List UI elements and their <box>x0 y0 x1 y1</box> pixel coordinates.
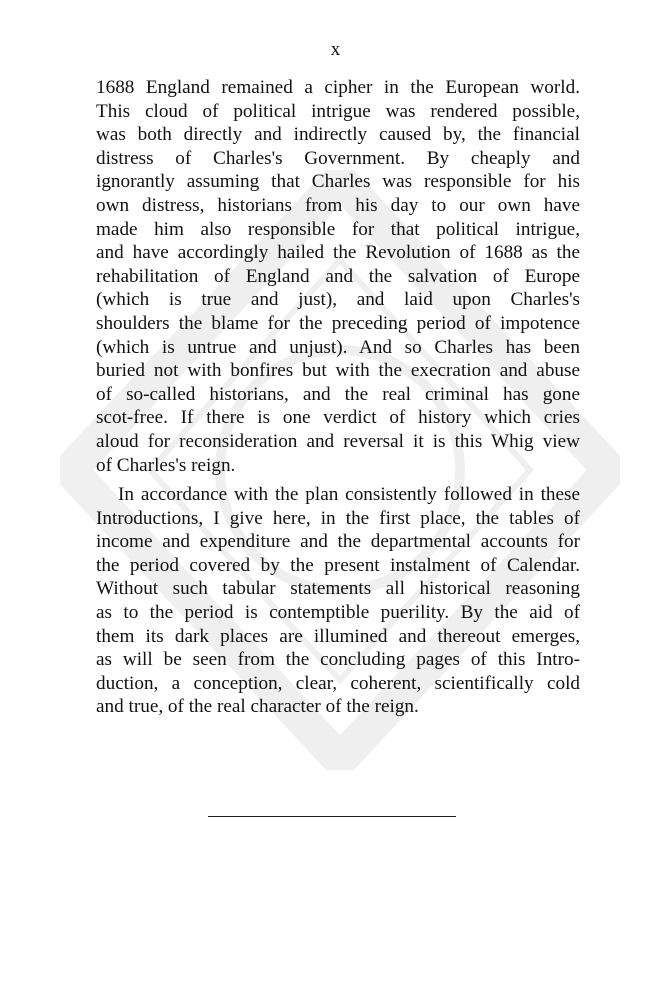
text-line: of so-called historians, and the real criminal has gone <box>96 383 580 405</box>
paragraph-1 <box>96 76 580 477</box>
text-line: This cloud of political intrigue was rendered possible, <box>96 100 580 122</box>
text-line: ignorantly assuming that Charles was responsible for his <box>96 171 580 193</box>
text-line: and true, of the real character of the reign. <box>96 696 419 718</box>
body-text <box>96 76 580 719</box>
text-line: the period covered by the present instalment of Calendar. <box>96 554 580 576</box>
text-line: shoulders the blame for the preceding period of impotence <box>96 312 580 334</box>
text-line: as will be seen from the concluding pages of this Intro- <box>96 649 580 671</box>
text-line: (which is true and just), and laid upon Charles's <box>96 289 580 311</box>
text-line: and have accordingly hailed the Revolution of 1688 as the <box>96 242 580 264</box>
text-line: Without such tabular statements all historical reasoning <box>96 578 580 600</box>
text-line: Introductions, I give here, in the first place, the tables of <box>96 507 580 529</box>
text-line: buried not with bonfires but with the execration and abuse <box>96 360 580 382</box>
text-line: as to the period is contemptible puerility. By the aid of <box>96 602 580 624</box>
text-line: them its dark places are illumined and thereout emerges, <box>96 625 580 647</box>
section-divider <box>208 816 456 817</box>
text-line: 1688 England remained a cipher in the European world. <box>96 77 580 98</box>
text-line: own distress, historians from his day to our own have <box>96 194 580 216</box>
text-line: In accordance with the plan consistently followed in these <box>118 484 580 506</box>
text-line: aloud for reconsideration and reversal it is this Whig view <box>96 430 580 452</box>
text-line: income and expenditure and the departmental accounts for <box>96 531 580 553</box>
text-line: distress of Charles's Government. By cheaply and <box>96 147 580 169</box>
text-line: (which is untrue and unjust). And so Charles has been <box>96 336 580 358</box>
text-line: rehabilitation of England and the salvation of Europe <box>96 265 580 287</box>
text-line: was both directly and indirectly caused by, the financial <box>96 124 580 146</box>
text-line: duction, a conception, clear, coherent, scientifically cold <box>96 672 580 694</box>
text-line: of Charles's reign. <box>96 454 236 476</box>
page-number: x <box>330 39 342 60</box>
paragraph-2 <box>96 483 580 719</box>
text-line: made him also responsible for that political intrigue, <box>96 218 580 240</box>
text-line: scot-free. If there is one verdict of history which cries <box>96 407 580 429</box>
